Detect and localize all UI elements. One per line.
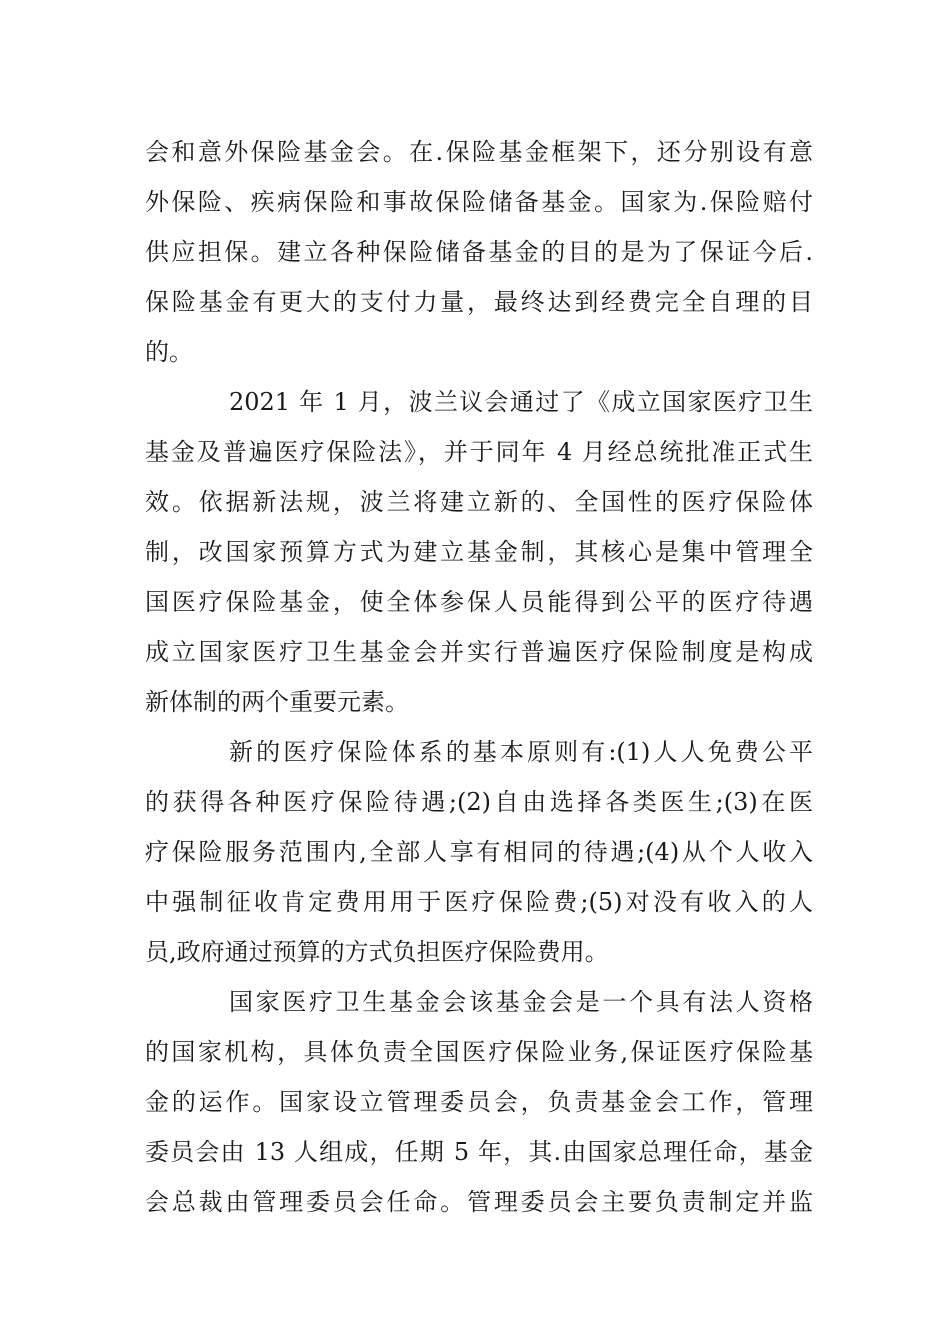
text-line: 会总裁由管理委员会任命。管理委员会主要负责制定并监 — [145, 1188, 813, 1216]
text-line: 疗保险服务范围内,全部人享有相同的待遇;(4)从个人收入 — [145, 838, 813, 866]
paragraph-4 — [145, 977, 813, 1227]
text-line: 供应担保。建立各种保险储备基金的目的是为了保证今后. — [145, 238, 813, 266]
text-line: 国家医疗卫生基金会该基金会是一个具有法人资格 — [229, 988, 813, 1016]
text-line: 会和意外保险基金会。在.保险基金框架下，还分别设有意 — [145, 138, 813, 166]
text-line: 制，改国家预算方式为建立基金制，其核心是集中管理全 — [145, 538, 813, 566]
text-line: 外保险、疾病保险和事故保险储备基金。国家为.保险赔付 — [145, 188, 813, 216]
text-line: 成立国家医疗卫生基金会并实行普遍医疗保险制度是构成 — [145, 638, 813, 666]
text-line: 员,政府通过预算的方式负担医疗保险费用。 — [145, 938, 609, 966]
paragraph-3 — [145, 727, 813, 977]
text-line: 新体制的两个重要元素。 — [145, 688, 409, 716]
paragraph-1 — [145, 127, 813, 377]
text-line: 的获得各种医疗保险待遇;(2)自由选择各类医生;(3)在医 — [145, 788, 813, 816]
text-line: 的国家机构，具体负责全国医疗保险业务,保证医疗保险基 — [145, 1038, 813, 1066]
text-line: 的。 — [145, 338, 193, 366]
text-line: 效。依据新法规，波兰将建立新的、全国性的医疗保险体 — [145, 488, 813, 516]
text-line: 委员会由 13 人组成，任期 5 年，其.由国家总理任命，基金 — [145, 1138, 813, 1166]
text-line: 新的医疗保险体系的基本原则有:(1)人人免费公平 — [229, 738, 813, 766]
text-line: 保险基金有更大的支付力量，最终达到经费完全自理的目 — [145, 288, 813, 316]
paragraph-2 — [145, 377, 813, 727]
text-line: 金的运作。国家设立管理委员会，负责基金会工作，管理 — [145, 1088, 813, 1116]
text-line: 2021 年 1 月，波兰议会通过了《成立国家医疗卫生 — [229, 388, 813, 416]
text-line: 国医疗保险基金，使全体参保人员能得到公平的医疗待遇 — [145, 588, 813, 616]
body-text — [145, 127, 813, 1227]
text-line: 基金及普遍医疗保险法》，并于同年 4 月经总统批准正式生 — [145, 438, 813, 466]
text-line: 中强制征收肯定费用用于医疗保险费;(5)对没有收入的人 — [145, 888, 813, 916]
